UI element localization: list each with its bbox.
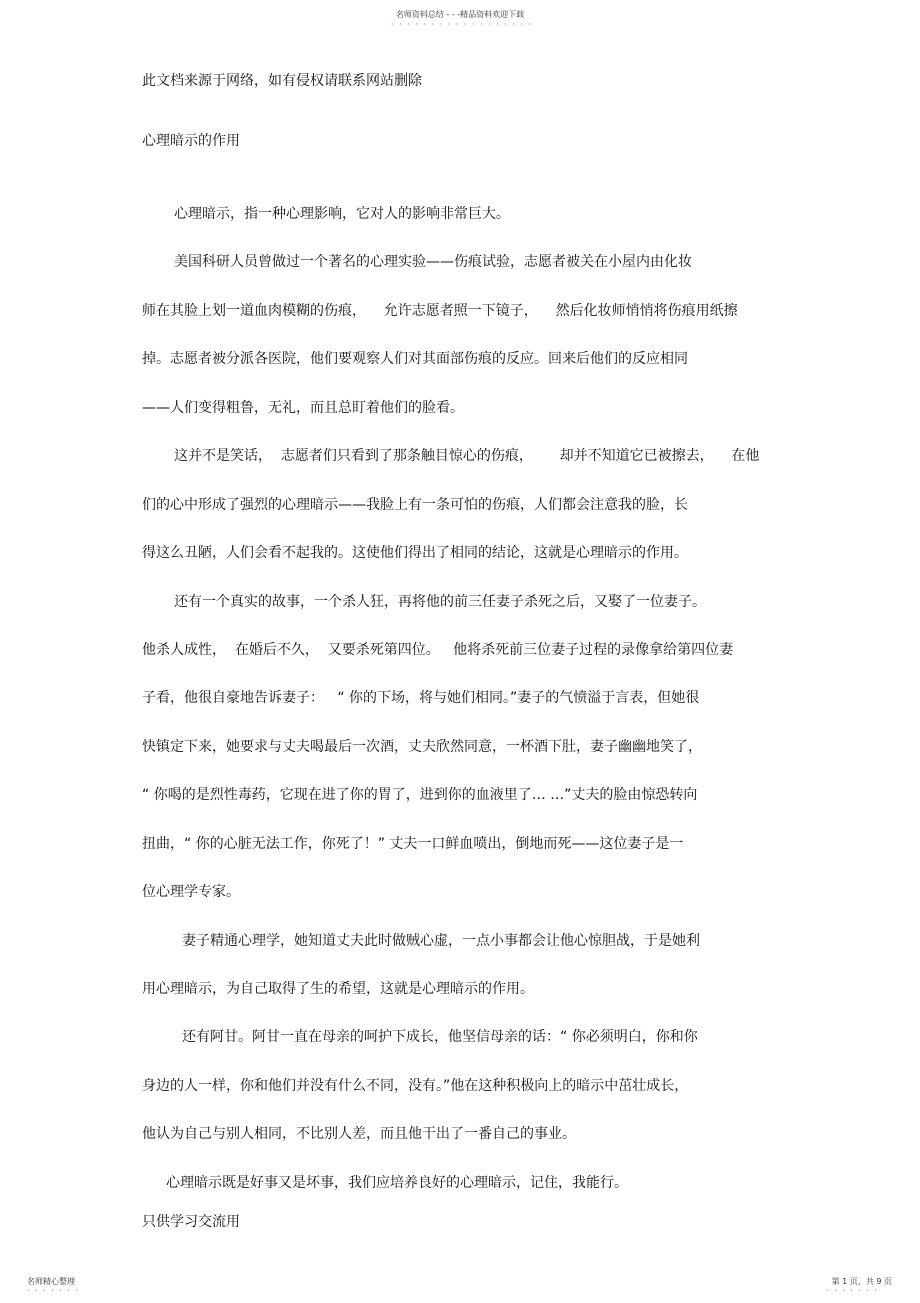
paragraph-line: “ 你喝的是烈性毒药，它现在进了你的胃了，进到你的血液里了… …”丈夫的脸由惊恐转向	[142, 787, 698, 803]
footer-dots-right: · · · · · · ·	[826, 1286, 879, 1295]
paragraph-line: 快镇定下来，她要求与丈夫喝最后一次酒，丈夫欣然同意，一杯酒下肚，妻子幽幽地笑了，	[142, 739, 702, 755]
closing-note: 只供学习交流用	[142, 1214, 240, 1230]
paragraph-line: 掉。志愿者被分派各医院，他们要观察人们对其面部伤痕的反应。回来后他们的反应相同	[142, 351, 688, 367]
document-title: 心理暗示的作用	[142, 133, 240, 149]
paragraph-line: 们的心中形成了强烈的心理暗示——我脸上有一条可怕的伤痕，人们都会注意我的脸，长	[142, 497, 688, 513]
paragraph-line: 心理暗示，指一种心理影响，它对人的影响非常巨大。	[174, 206, 510, 222]
paragraph-line: 还有一个真实的故事，一个杀人狂，再将他的前三任妻子杀死之后，又娶了一位妻子。	[174, 594, 706, 610]
paragraph-line: 师在其脸上划一道血肉模糊的伤痕， 允许志愿者照一下镜子， 然后化妆师悄悄将伤痕用纸擦	[142, 303, 738, 319]
page-number: 第 1 页，共 9 页	[831, 1277, 892, 1286]
paragraph-line: 得这么丑陋，人们会看不起我的。这使他们得出了相同的结论，这就是心理暗示的作用。	[142, 545, 688, 561]
paragraph-line: 扭曲，“ 你的心脏无法工作，你死了！” 丈夫一口鲜血喷出，倒地而死——这位妻子是一	[142, 836, 684, 852]
page-header-banner: 名师资料总结 - - -精品资料欢迎下载	[395, 10, 525, 19]
paragraph-line: 子看，他很自豪地告诉妻子： “ 你的下场，将与她们相同。”妻子的气愤溢于言表，但她很	[142, 690, 700, 706]
paragraph-line: 用心理暗示，为自己取得了生的希望，这就是心理暗示的作用。	[142, 981, 534, 997]
footer-left-label: 名师精心整理	[27, 1277, 75, 1286]
paragraph-line: 美国科研人员曾做过一个著名的心理实验——伤痕试验，志愿者被关在小屋内由化妆	[174, 254, 692, 270]
header-dots: · · · · · · · · · · · · · · · · · ·	[391, 20, 533, 29]
paragraph-line: 还有阿甘。阿甘一直在母亲的呵护下成长，他坚信母亲的话：“ 你必须明白，你和你	[182, 1029, 698, 1045]
paragraph-line: 心理暗示既是好事又是坏事，我们应培养良好的心理暗示，记住，我能行。	[166, 1175, 628, 1191]
source-notice: 此文档来源于网络，如有侵权请联系网站删除	[142, 73, 422, 89]
paragraph-line: 妻子精通心理学，她知道丈夫此时做贼心虚，一点小事都会让他心惊胆战，于是她利	[182, 933, 700, 949]
paragraph-line: 位心理学专家。	[142, 884, 240, 900]
paragraph-line: 他杀人成性， 在婚后不久， 又要杀死第四位。 他将杀死前三位妻子过程的录像拿给第四位妻	[142, 642, 734, 658]
paragraph-line: 身边的人一样，你和他们并没有什么不同，没有。”他在这种积极向上的暗示中茁壮成长，	[142, 1078, 689, 1094]
paragraph-line: 他认为自己与别人相同，不比别人差，而且他干出了一番自己的事业。	[142, 1126, 576, 1142]
footer-dots-left: · · · · · · ·	[27, 1286, 80, 1295]
paragraph-line: ——人们变得粗鲁，无礼，而且总盯着他们的脸看。	[142, 400, 464, 416]
paragraph-line: 这并不是笑话， 志愿者们只看到了那条触目惊心的伤痕， 却并不知道它已被擦去， 在他	[174, 448, 760, 464]
